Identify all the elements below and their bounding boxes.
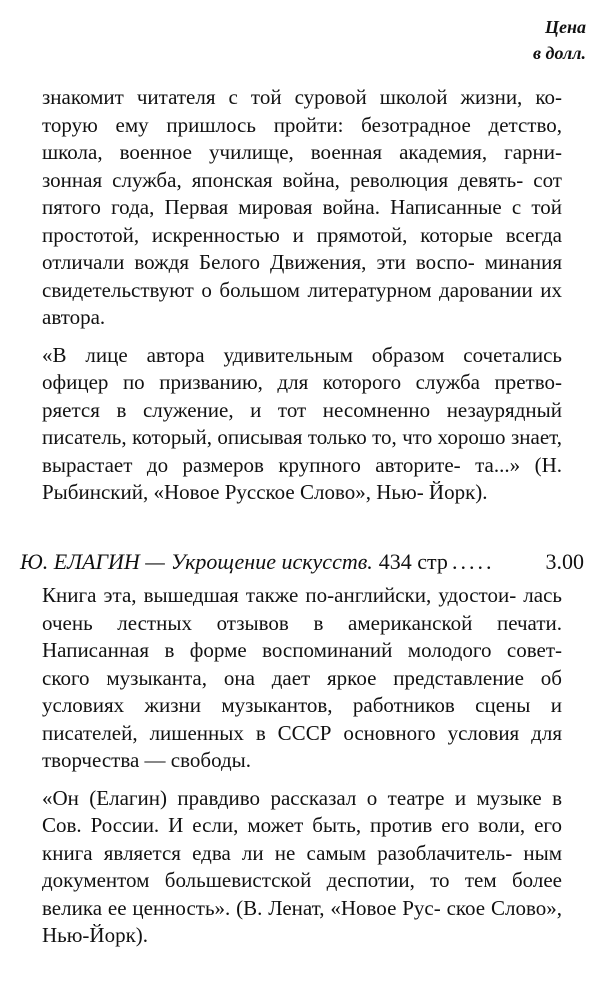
review-quote-paragraph: «Он (Елагин) правдиво рассказал о театре и музыке в Сов. России. И если, может быть, против его воли, его книга является едва ли не самым разоблачитель- ным документом большевистской деспотии, то тем более велика ее ценность». (В. Ленат, «Новое Рус- ское Слово», Нью-Йорк). bbox=[42, 785, 562, 947]
price-label-line2: в долл. bbox=[533, 43, 586, 63]
price-column-header bbox=[506, 14, 586, 66]
review-quote-paragraph: «В лице автора удивительным образом сочетались офицер по призванию, для которого служба претво- ряется в служение, и тот несомненно незаурядный писатель, который, описывая только то, что хорошо знает, вырастает до размеров крупного авторите- та...» (Н. Рыбинский, «Новое Русское Слово», Нью- Йорк). bbox=[42, 342, 562, 504]
catalog-entry-elagin bbox=[20, 548, 584, 950]
entry-page-count: 434 стр bbox=[378, 549, 448, 574]
entry-leader-dots: ..... bbox=[451, 549, 495, 574]
entry-description bbox=[42, 582, 562, 950]
price-label-line1: Цена bbox=[545, 17, 586, 37]
entry-heading bbox=[20, 548, 584, 576]
previous-entry-description bbox=[42, 84, 562, 507]
description-paragraph: Книга эта, вышедшая также по-английски, удостои- лась очень лестных отзывов в американской печати. Написанная в форме воспоминаний молодого совет- ского музыканта, она дает яркое представление об условиях жизни музыкантов, работников сцены и писателей, лишенных в СССР основного условия для творчества — свободы. bbox=[42, 583, 562, 772]
entry-title: Укрощение искусств. bbox=[170, 549, 373, 574]
entry-author: Ю. ЕЛАГИН — bbox=[20, 549, 165, 574]
entry-price: 3.00 bbox=[545, 549, 584, 574]
description-paragraph: знакомит читателя с той суровой школой жизни, ко- торую ему пришлось пройти: безотрадное детство, школа, военное училище, военная академия, гарни- зонная служба, японская война, революция девять- сот пятого года, Первая мировая война. Написанные с той простотой, искренностью и прямотой, которые всегда отличали вождя Белого Движения, эти воспо- минания свидетельствуют о большом литературном даровании их автора. bbox=[42, 85, 562, 329]
